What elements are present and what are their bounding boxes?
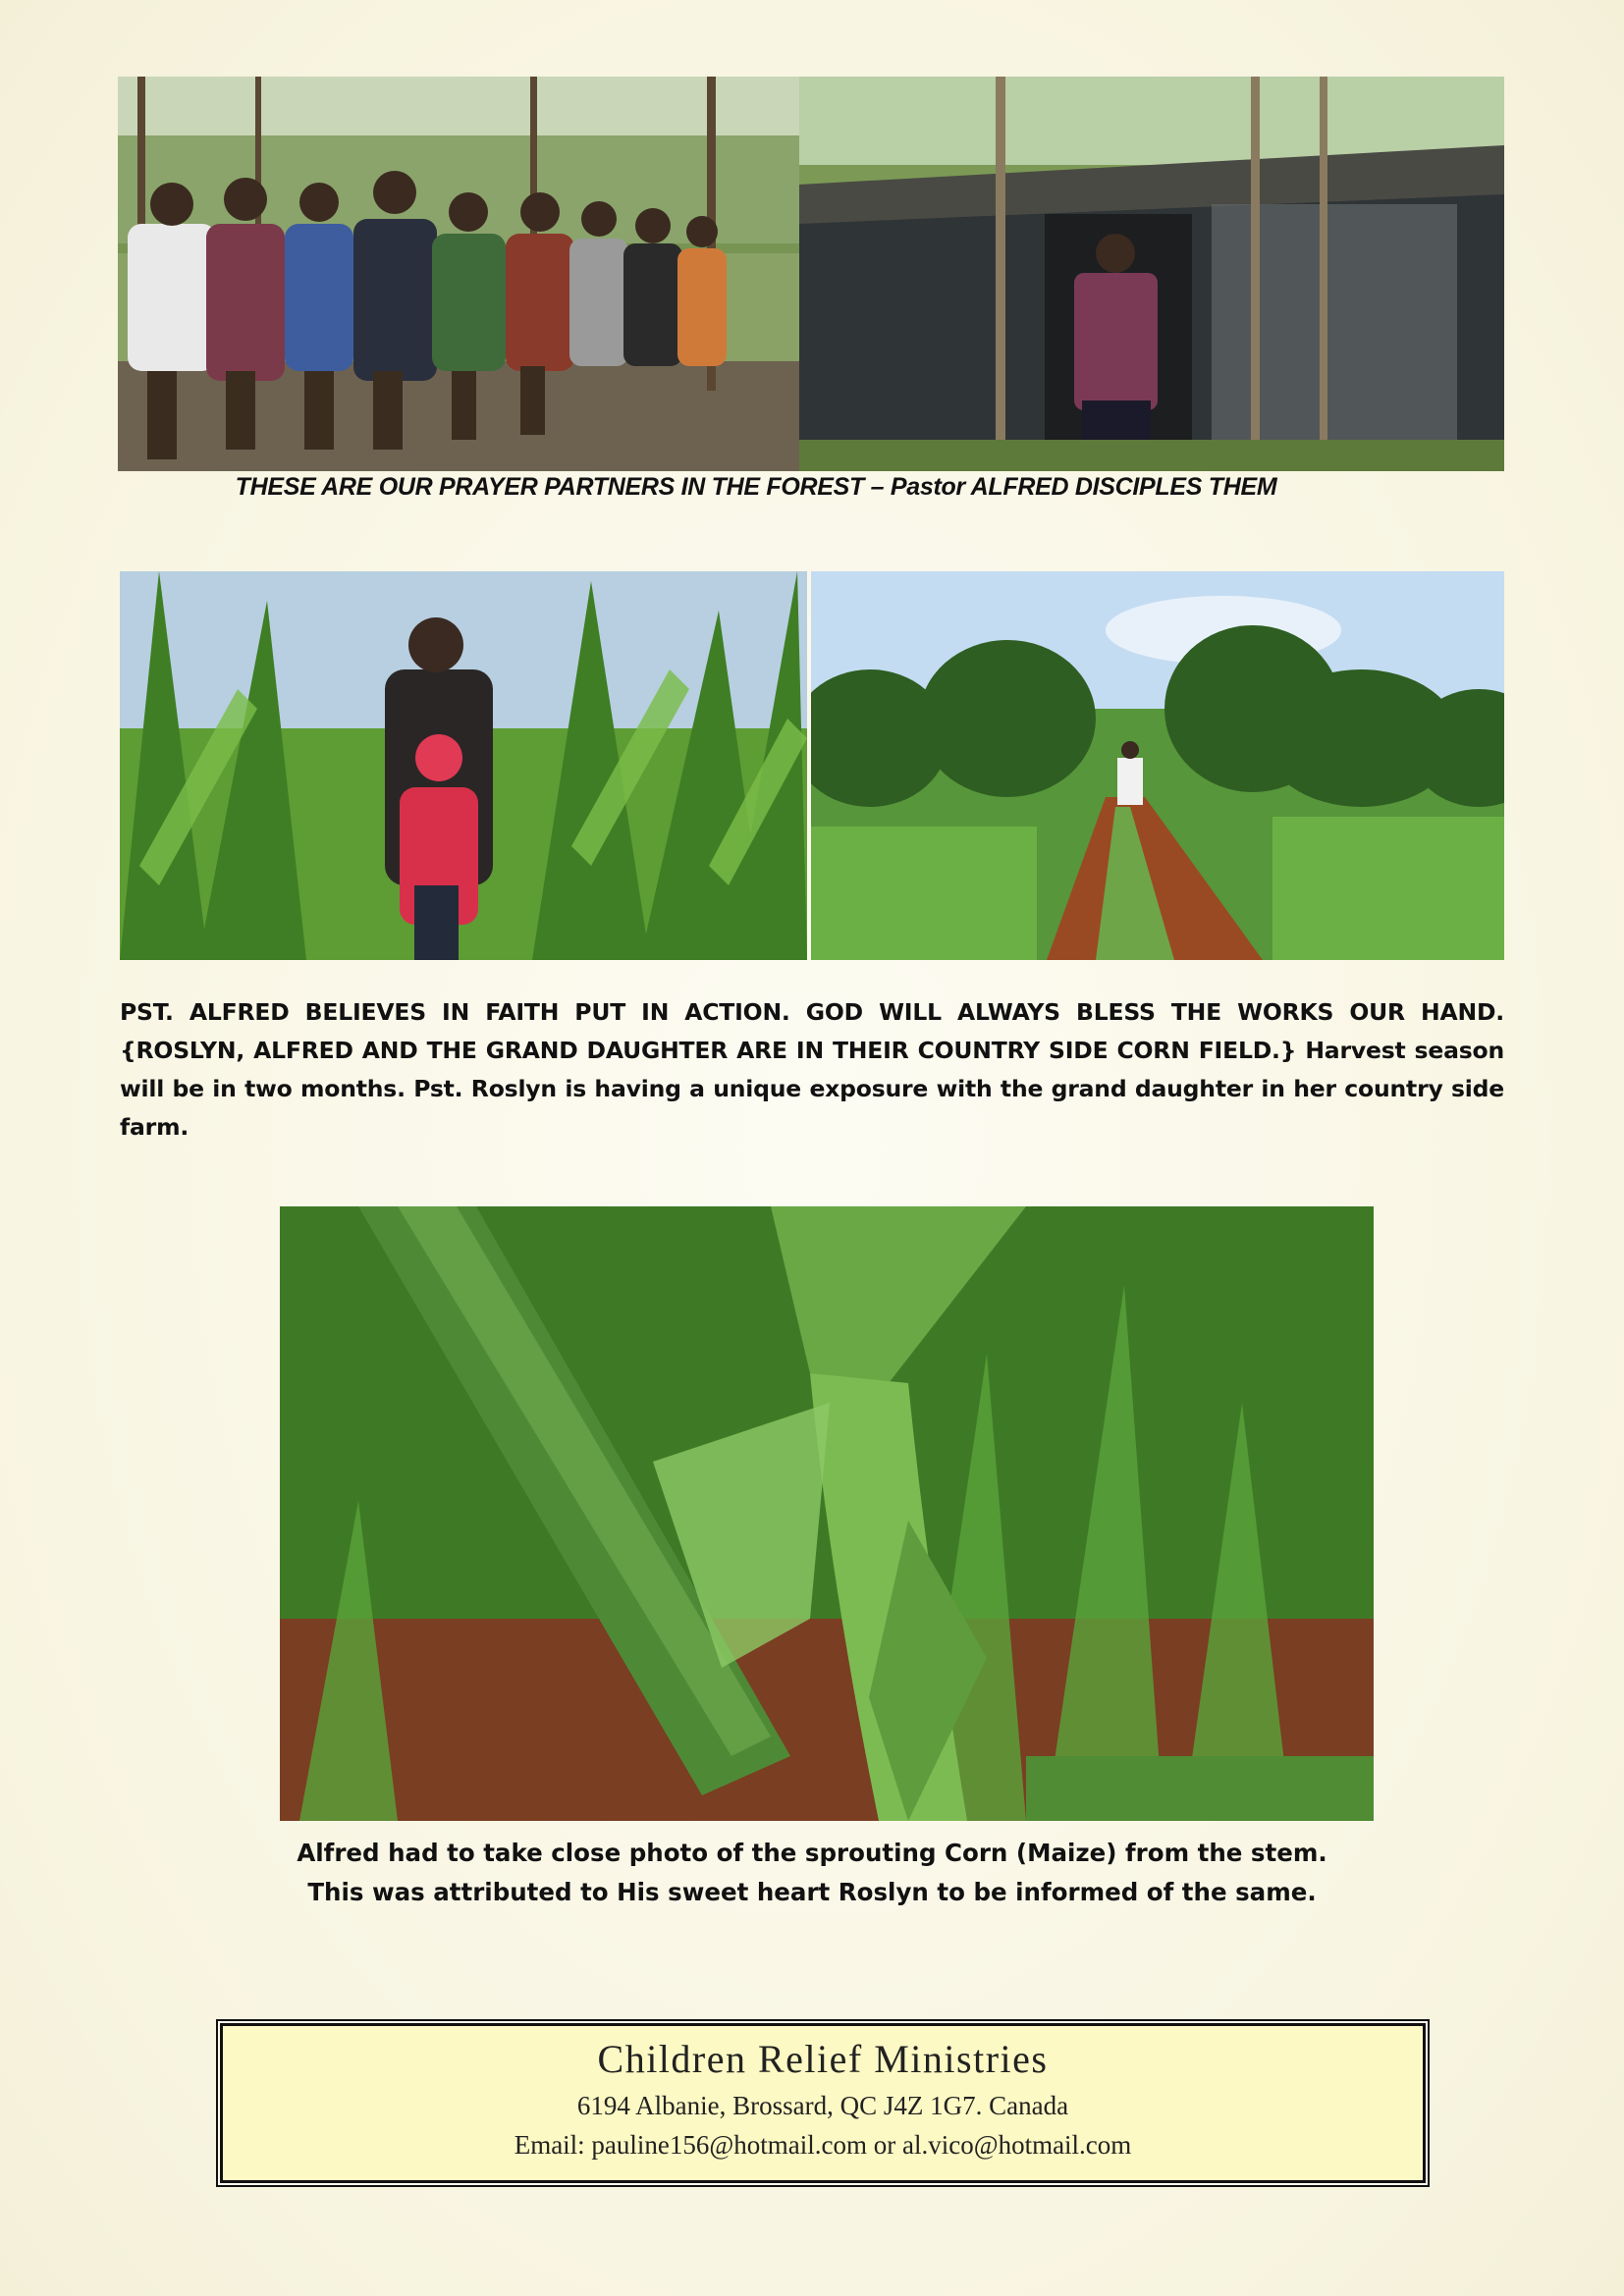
field-path-photo xyxy=(811,571,1504,960)
prayer-partners-group-photo xyxy=(118,77,799,471)
faith-in-action-paragraph xyxy=(120,993,1504,1147)
organization-address: 6194 Albanie, Brossard, QC J4Z 1G7. Canada xyxy=(576,2091,1069,2120)
corn-caption-line-1: Alfred had to take close photo of the sprouting Corn (Maize) from the stem. xyxy=(297,1839,1327,1867)
prayer-partners-caption: THESE ARE OUR PRAYER PARTNERS IN THE FOREST – Pastor ALFRED DISCIPLES THEM xyxy=(235,473,1277,501)
cornfield-roslyn-photo xyxy=(120,571,807,960)
paragraph-line-4: country side farm. xyxy=(120,1075,1504,1141)
forest-shelter-photo xyxy=(799,77,1504,471)
paragraph-line-3: season will be in two months. Pst. Roslyn is having a unique exposure with the grand daughter in her xyxy=(120,1037,1504,1102)
corn-caption-line-2: This was attributed to His sweet heart Roslyn to be informed of the same. xyxy=(307,1878,1317,1906)
corn-stem-closeup-photo xyxy=(280,1206,1374,1821)
ministry-contact-box xyxy=(220,2023,1426,2183)
organization-email: Email: pauline156@hotmail.com or al.vico@hotmail.com xyxy=(514,2130,1132,2160)
organization-name: Children Relief Ministries xyxy=(597,2037,1049,2081)
paragraph-line-1: PST. ALFRED BELIEVES IN FAITH PUT IN ACTION. GOD WILL ALWAYS BLESS THE WORKS OUR HAND. xyxy=(120,998,1504,1026)
paragraph-line-2: {ROSLYN, ALFRED AND THE GRAND DAUGHTER ARE IN THEIR COUNTRY SIDE CORN FIELD.} Harvest xyxy=(120,1037,1415,1064)
